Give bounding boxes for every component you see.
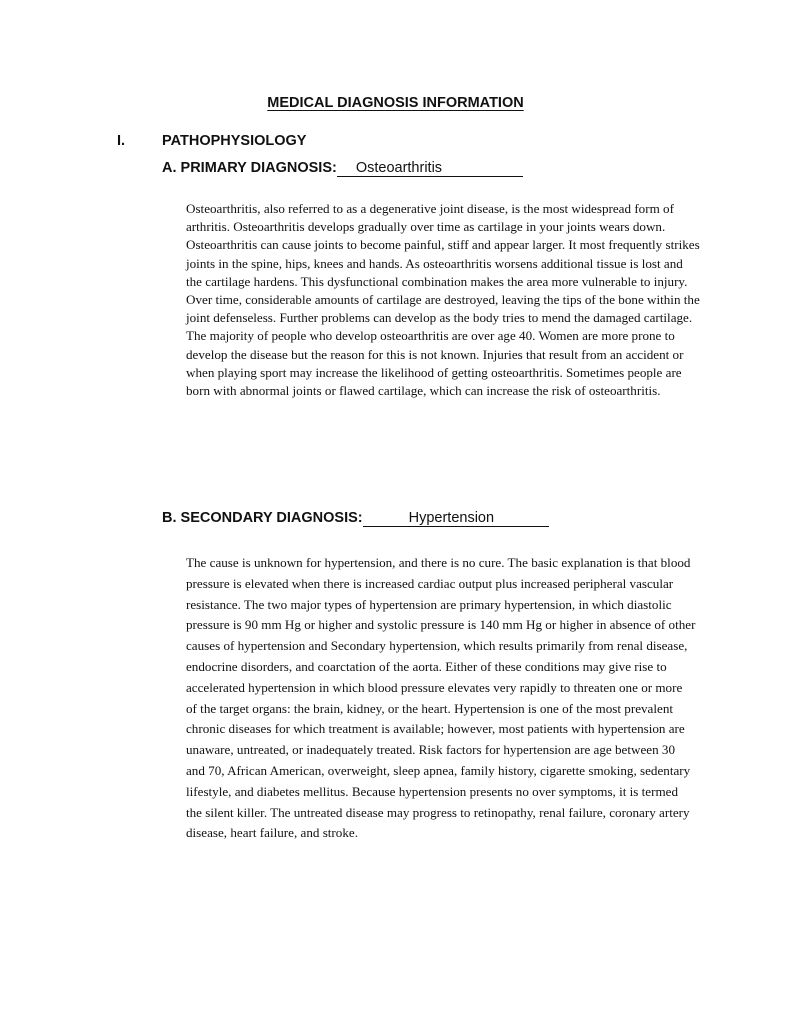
secondary-diagnosis-value: Hypertension [363, 511, 549, 527]
document-title-text: MEDICAL DIAGNOSIS INFORMATION [267, 95, 524, 111]
section-title: PATHOPHYSIOLOGY [162, 133, 307, 149]
primary-diagnosis-value: Osteoarthritis [337, 161, 523, 177]
document-title [0, 95, 791, 111]
secondary-diagnosis-heading [162, 510, 549, 527]
primary-diagnosis-label: A. PRIMARY DIAGNOSIS: [162, 160, 337, 176]
primary-diagnosis-description: Osteoarthritis, also referred to as a degenerative joint disease, is the most widespread form of arthritis. Osteoarthritis develops gradually over time as cartilage in your joints wears down. Osteoarthritis can cause joints to become painful, stiff and appear larger. It most frequently strikes joints in the spine, hips, knees and hands. As osteoarthritis worsens additional tissue is lost and the cartilage hardens. This dysfunctional combination makes the area more vulnerable to injury. Over time, considerable amounts of cartilage are destroyed, leaving the tips of the bone within the joint defenseless. Further problems can develop as the body tries to mend the damaged cartilage. The majority of people who develop osteoarthritis are over age 40. Women are more prone to develop the disease but the reason for this is not known. Injuries that result from an accident or when playing sport may increase the likelihood of getting osteoarthritis. Sometimes people are born with abnormal joints or flawed cartilage, which can increase the risk of osteoarthritis. [186, 201, 700, 399]
section-number: I. [117, 133, 126, 149]
secondary-diagnosis-description: The cause is unknown for hypertension, and there is no cure. The basic explanation is that blood pressure is elevated when there is increased cardiac output plus increased peripheral vascular resistance. The two major types of hypertension are primary hypertension, in which diastolic pressure is 90 mm Hg or higher and systolic pressure is 140 mm Hg or higher in absence of other causes of hypertension and Secondary hypertension, which results primarily from renal disease, endocrine disorders, and coarctation of the aorta. Either of these conditions may give rise to accelerated hypertension in which blood pressure elevates very rapidly to threaten one or more of the target organs: the brain, kidney, or the heart. Hypertension is one of the most prevalent chronic diseases for which treatment is available; however, most patients with hypertension are unaware, untreated, or inadequately treated. Risk factors for hypertension are age between 30 and 70, African American, overweight, sleep apnea, family history, cigarette smoking, sedentary lifestyle, and diabetes mellitus. Because hypertension presents no over symptoms, it is termed the silent killer. The untreated disease may progress to retinopathy, renal failure, coronary artery disease, heart failure, and stroke. [186, 555, 696, 841]
secondary-diagnosis-label: B. SECONDARY DIAGNOSIS: [162, 510, 363, 526]
primary-diagnosis-heading [162, 160, 523, 177]
